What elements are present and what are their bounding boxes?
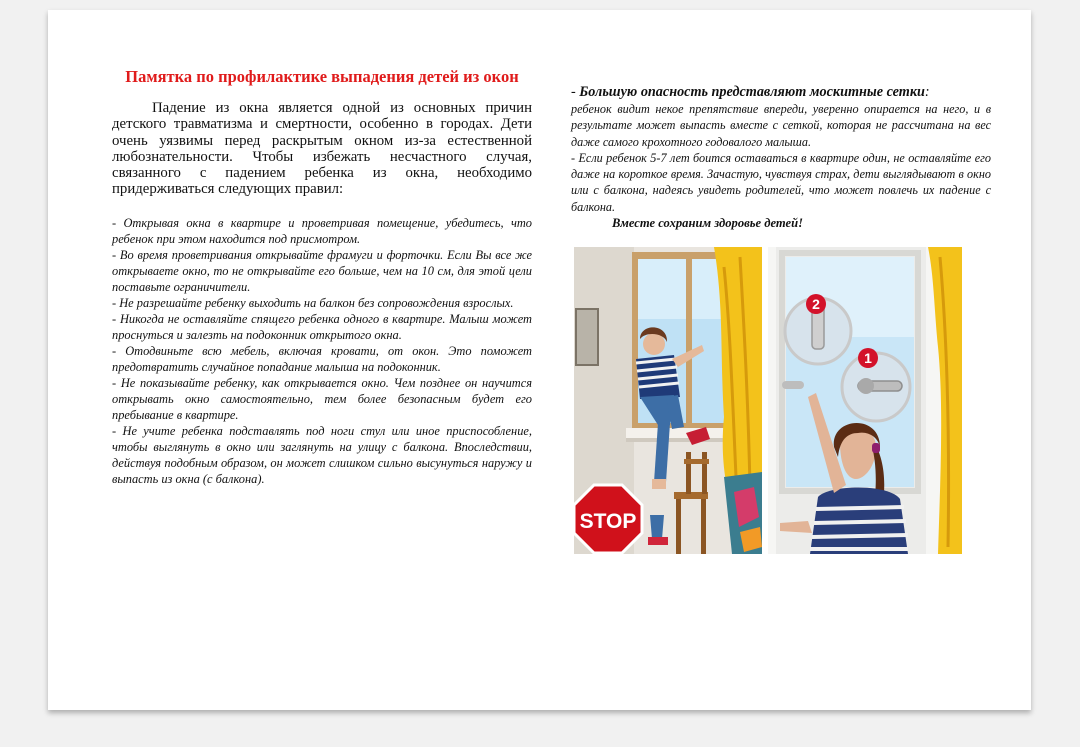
photo-child-climbing-window [574, 247, 762, 554]
rule-item: - Не учите ребенка подставлять под ноги стул или иное приспособление, чтобы выглянуть в окно или заглянуть на улицу с балкона. Впоследствии, действуя подобным образом, он может слишком сильно высунуться наружу и выпасть из окна (с балкона). [112, 423, 532, 486]
alone-child-text: - Если ребенок 5-7 лет боится оставаться в квартире один, не оставляйте его даже на короткое время. Зачастую, чувствуя страх, дети выглядывают в окно или с балкона, надеясь увидеть родителей, что может повлечь их падение с балкона. [571, 150, 991, 214]
badge-2-label: 2 [812, 296, 820, 312]
rule-item: - Во время проветривания открывайте фрамуги и форточки. Если Вы все же открываете окно, то не открывайте его больше, чем на 10 см, для этой цели поставьте ограничители. [112, 247, 532, 294]
danger-prefix: - [571, 84, 580, 100]
badge-1-label: 1 [864, 350, 872, 366]
closing-slogan: Вместе сохраним здоровье детей! [612, 216, 804, 231]
rule-item: - Не разрешайте ребенку выходить на балкон без сопровождения взрослых. [112, 295, 514, 310]
document-title: Памятка по профилактике выпадения детей из окон [125, 67, 519, 86]
mosquito-net-heading [571, 84, 991, 101]
rules-list [112, 215, 532, 487]
danger-colon: : [924, 84, 930, 100]
stop-sign-label: STOP [579, 510, 637, 533]
right-column [571, 84, 991, 231]
document-page [48, 10, 1031, 710]
photo-child-window-handle [768, 247, 962, 554]
mosquito-net-text: ребенок видит некое препятствие впереди, уверенно опирается на него, и в результате может выпасть вместе с сеткой, которая не рассчитана на вес даже самого крохотного годовалого малыша. [571, 102, 991, 149]
rule-item: - Открывая окна в квартире и проветривая помещение, убедитесь, что ребенок при этом находится под присмотром. [112, 215, 532, 246]
rule-item: - Не показывайте ребенку, как открывается окно. Чем позднее он научится открывать окно самостоятельно, тем более безопасным будет его пребывание в квартире. [112, 375, 532, 422]
intro-paragraph: Падение из окна является одной из основных причин детского травматизма и смертности, особенно в городах. Дети очень уязвимы перед раскрытым окном из-за естественной любознательности. Чтобы избежать несчастного случая, связанного с падением ребенка из окна, необходимо придерживаться следующих правил: [112, 100, 532, 198]
rule-item: - Отодвиньте всю мебель, включая кровати, от окон. Это поможет предотвратить случайное попадание малыша на подоконник. [112, 343, 532, 374]
danger-heading-bold: Большую опасность представляют москитные сетки [579, 84, 925, 100]
rule-item: - Никогда не оставляйте спящего ребенка одного в квартире. Малыш может проснуться и залезть на подоконник открытого окна. [112, 311, 532, 342]
left-column [112, 68, 532, 487]
